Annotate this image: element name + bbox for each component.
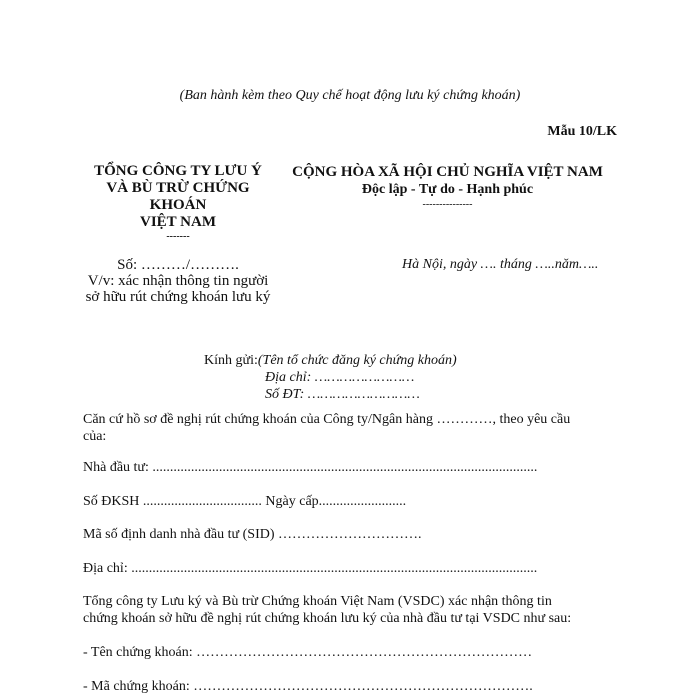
issuing-organization xyxy=(78,163,278,243)
org-line-4: VIỆT NAM xyxy=(140,214,216,230)
recipient-name: (Tên tổ chức đăng ký chứng khoán) xyxy=(257,353,457,368)
org-line-3: KHOÁN xyxy=(149,197,207,213)
motto-divider: --------------- xyxy=(422,199,473,210)
place-date: Hà Nội, ngày …. tháng …..năm….. xyxy=(402,257,599,272)
issuance-note-text: (Ban hành kèm theo Quy chế hoạt động lưu ký chứng khoán) xyxy=(179,88,521,103)
registration-field xyxy=(83,494,406,510)
form-code: Mẫu 10/LK xyxy=(547,124,617,139)
confirm-line-1: Tổng công ty Lưu ký và Bù trừ Chứng khoán Việt Nam (VSDC) xác nhận thông tin xyxy=(83,594,552,609)
document-number: Số: ………/………. xyxy=(117,257,239,273)
org-line-2: VÀ BÙ TRỪ CHỨNG xyxy=(106,180,250,196)
recipient-address: Địa chỉ: …………………… xyxy=(265,370,415,385)
recipient-line xyxy=(204,353,457,369)
org-line-1: TỔNG CÔNG TY LƯU Ý xyxy=(94,163,262,179)
national-heading xyxy=(285,163,610,211)
issue-date: Ngày cấp......................... xyxy=(265,494,407,509)
subject-line-1: V/v: xác nhận thông tin người xyxy=(87,273,269,289)
confirm-line-2: chứng khoán sở hữu đề nghị rút chứng khoán lưu ký của nhà đầu tư tại VSDC như sau: xyxy=(83,611,572,626)
recipient-phone: Số ĐT: ……………………… xyxy=(265,387,420,402)
investor-address-field: Địa chỉ: .................................................................................................................... xyxy=(83,561,538,576)
subject-line-2: sở hữu rút chứng khoán lưu ký xyxy=(85,289,271,305)
security-name-field: - Tên chứng khoán: ……………………………………………………………… xyxy=(83,645,533,660)
country-name: CỘNG HÒA XÃ HỘI CHỦ NGHĨA VIỆT NAM xyxy=(292,164,603,180)
sid-field: Mã số định danh nhà đầu tư (SID) …………………………. xyxy=(83,527,422,542)
document-number-block xyxy=(78,257,278,305)
basis-line-2: của: xyxy=(83,429,107,444)
national-motto: Độc lập - Tự do - Hạnh phúc xyxy=(361,182,534,197)
org-divider: ------- xyxy=(166,231,190,242)
basis-line-1: Căn cứ hồ sơ đề nghị rút chứng khoán của Công ty/Ngân hàng …………, theo yêu cầu xyxy=(83,412,571,427)
issuance-note xyxy=(0,88,700,104)
kinh-gui-label: Kính gửi: xyxy=(204,353,258,368)
security-code-field: - Mã chứng khoán: ………………………………………………………………. xyxy=(83,679,533,694)
dksh-number: Số ĐKSH .................................. xyxy=(83,494,262,509)
investor-field: Nhà đầu tư: .............................................................................................................. xyxy=(83,460,538,475)
